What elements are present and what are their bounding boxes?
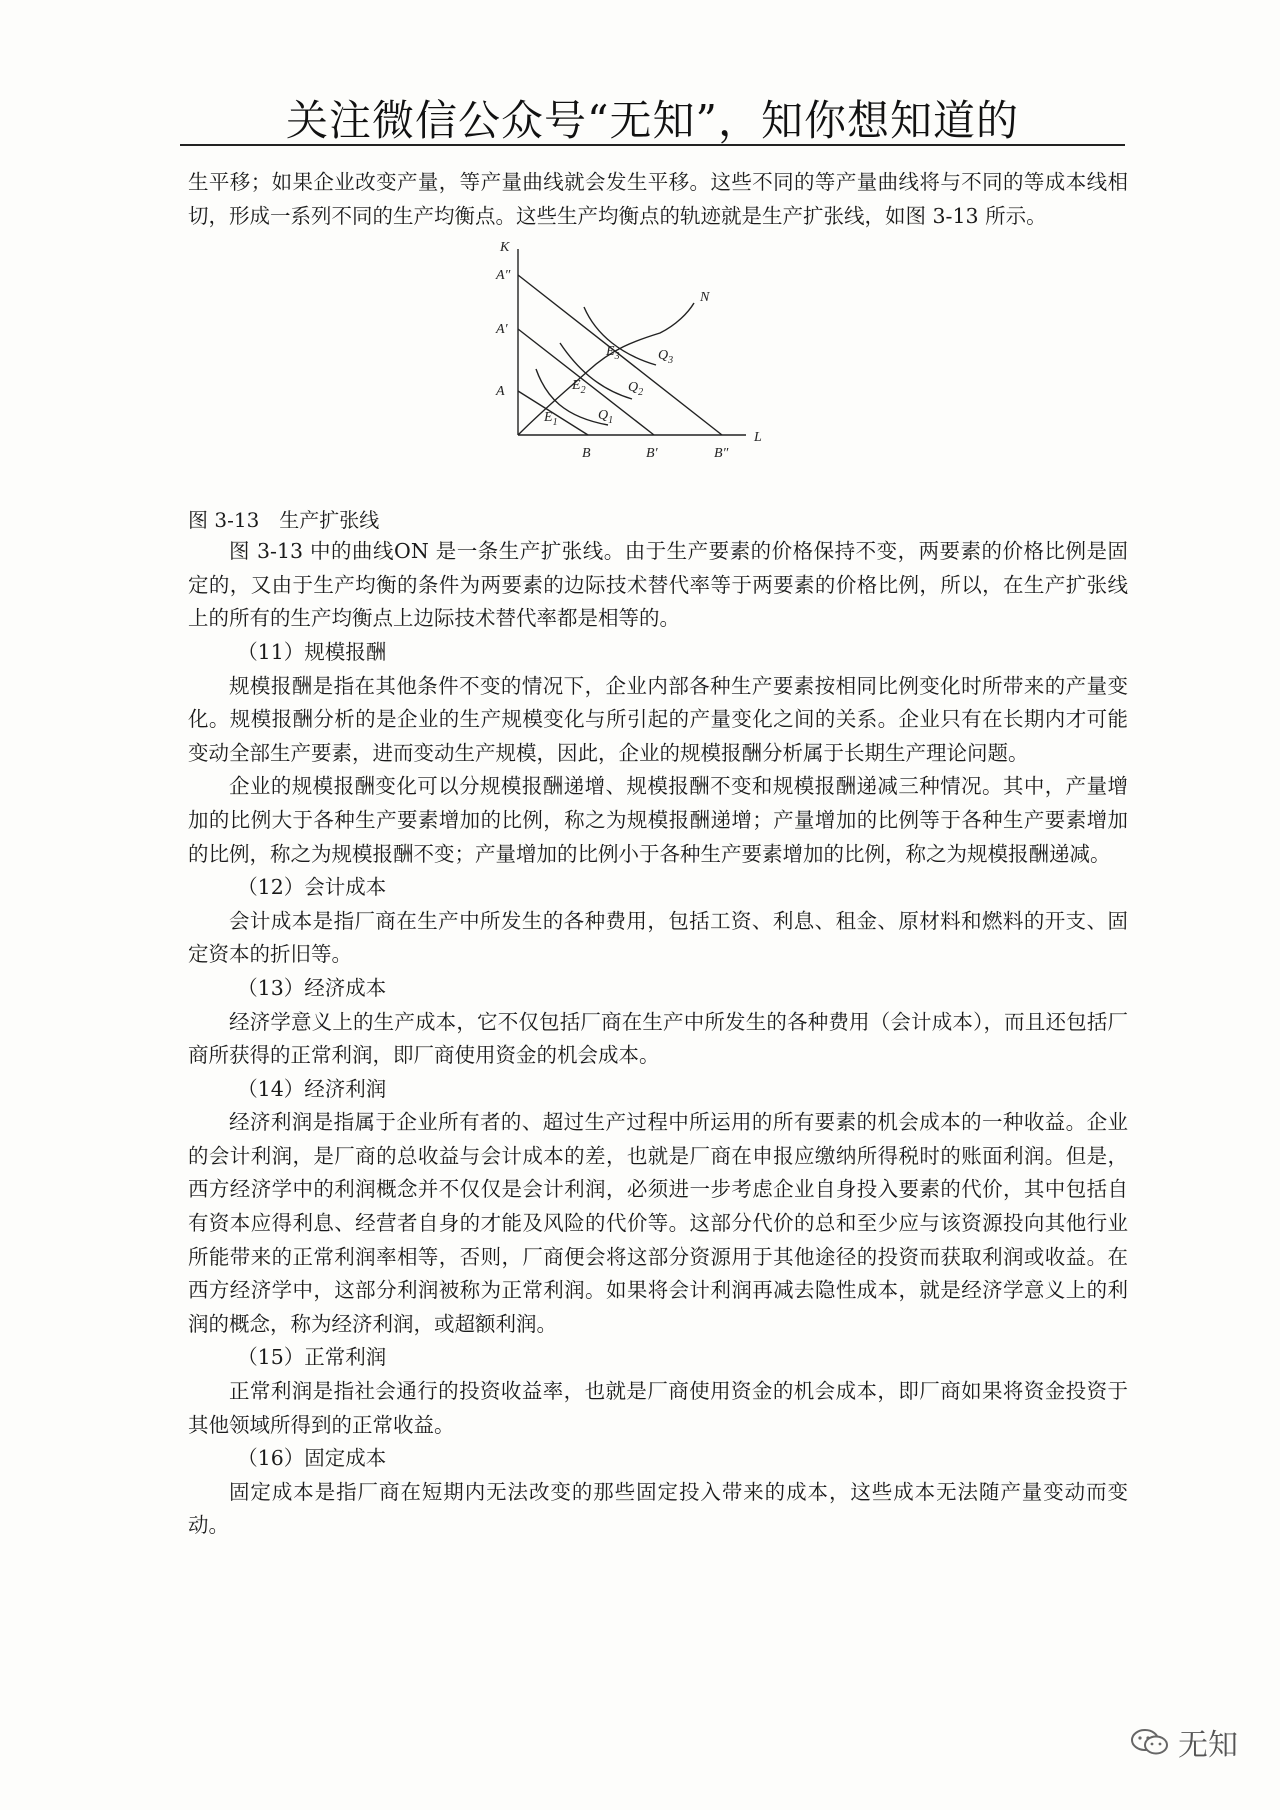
footer-brand-name: 无知 [1178, 1728, 1238, 1763]
section-heading-12: （12）会计成本 [237, 875, 387, 900]
section-heading-15: （15）正常利润 [237, 1345, 387, 1370]
svg-text:Q3 [658, 348, 673, 366]
section-heading-13: （13）经济成本 [237, 975, 387, 1000]
section-heading-16: （16）固定成本 [237, 1446, 387, 1471]
paragraph: 生平移；如果企业改变产量，等产量曲线就会发生平移。这些不同的等产量曲线将与不同的等成本线相切，形成一系列不同的生产均衡点。这些生产均衡点的轨迹就是生产扩张线，如图 3-13 所示。 [188, 170, 1128, 228]
expansion-path-diagram [488, 239, 808, 505]
paragraph: 正常利润是指社会通行的投资收益率，也就是厂商使用资金的机会成本，即厂商如果将资金投资于其他领域所得到的正常收益。 [188, 1379, 1128, 1437]
label-n: N [700, 290, 710, 306]
label-e2-sub: 2 [580, 385, 586, 397]
label-a-double-prime: A″ [496, 268, 511, 284]
paragraph: 企业的规模报酬变化可以分规模报酬递增、规模报酬不变和规模报酬递减三种情况。其中，产量增加的比例大于各种生产要素增加的比例，称之为规模报酬递增；产量增加的比例等于各种生产要素增加的比例，称之为规模报酬不变；产量增加的比例小于各种生产要素增加的比例，称之为规模报酬递减。 [188, 774, 1128, 866]
label-q2: Q [628, 380, 639, 396]
label-e2: E [572, 378, 581, 394]
footer-brand [1130, 1720, 1238, 1764]
document-body [188, 166, 1128, 1543]
paragraph: 会计成本是指厂商在生产中所发生的各种费用，包括工资、利息、租金、原材料和燃料的开支、固定资本的折旧等。 [188, 908, 1128, 967]
label-e3: E [606, 344, 615, 360]
page-header-title: 关注微信公众号“无知”，知你想知道的 [286, 96, 1019, 145]
paragraph: 经济学意义上的生产成本，它不仅包括厂商在生产中所发生的各种费用（会计成本），而且还包括厂商所获得的正常利润，即厂商使用资金的机会成本。 [188, 1009, 1128, 1068]
label-q3: Q [658, 348, 669, 364]
paragraph: 规模报酬是指在其他条件不变的情况下，企业内部各种生产要素按相同比例变化时所带来的产量变化。规模报酬分析的是企业的生产规模变化与所引起的产量变化之间的关系。企业只有在长期内才可能变动全部生产要素，进而变动生产规模，因此，企业的规模报酬分析属于长期生产理论问题。 [188, 673, 1128, 765]
section-heading-14: （14）经济利润 [237, 1076, 387, 1101]
label-a-prime: A′ [496, 322, 508, 338]
label-b-double-prime: B″ [714, 446, 729, 462]
label-l: L [754, 430, 762, 446]
label-e1: E [544, 410, 553, 426]
section-heading-11: （11）规模报酬 [237, 639, 387, 664]
figure-production-expansion [188, 239, 1128, 505]
label-e1-sub: 1 [552, 417, 558, 429]
label-k: K [500, 240, 510, 256]
svg-text:Q2 [628, 380, 643, 398]
header-rule [180, 144, 1125, 146]
paragraph: 固定成本是指厂商在短期内无法改变的那些固定投入带来的成本，这些成本无法随产量变动而变动。 [188, 1479, 1128, 1538]
label-q1: Q [598, 408, 609, 424]
svg-text:E1 [543, 410, 558, 428]
label-q3-sub: 3 [668, 355, 674, 367]
paragraph: 图 3-13 中的曲线ON 是一条生产扩张线。由于生产要素的价格保持不变，两要素的价格比例是固定的，又由于生产均衡的条件为两要素的边际技术替代率等于两要素的价格比例，所以，在生产扩张线上的所有的生产均衡点上边际技术替代率都是相等的。 [188, 539, 1128, 631]
label-q2-sub: 2 [638, 387, 644, 399]
label-q1-sub: 1 [608, 415, 614, 427]
wechat-icon [1130, 1727, 1170, 1757]
label-b-prime: B′ [646, 446, 658, 462]
figure-caption: 图 3-13 生产扩张线 [188, 508, 380, 533]
label-b: B [582, 446, 591, 462]
label-e3-sub: 3 [614, 351, 620, 363]
label-a: A [496, 384, 505, 400]
paragraph: 经济利润是指属于企业所有者的、超过生产过程中所运用的所有要素的机会成本的一种收益。企业的会计利润，是厂商的总收益与会计成本的差，也就是厂商在申报应缴纳所得税时的账面利润。但是，西方经济学中的利润概念并不仅仅是会计利润，必须进一步考虑企业自身投入要素的代价，其中包括自有资本应得利息、经营者自身的才能及风险的代价等。这部分代价的总和至少应与该资源投向其他行业所能带来的正常利润率相等，否则，厂商便会将这部分资源用于其他途径的投资而获取利润或收益。在西方经济学中，这部分利润被称为正常利润。如果将会计利润再减去隐性成本，就是经济学意义上的利润的概念，称为经济利润，或超额利润。 [188, 1110, 1128, 1336]
